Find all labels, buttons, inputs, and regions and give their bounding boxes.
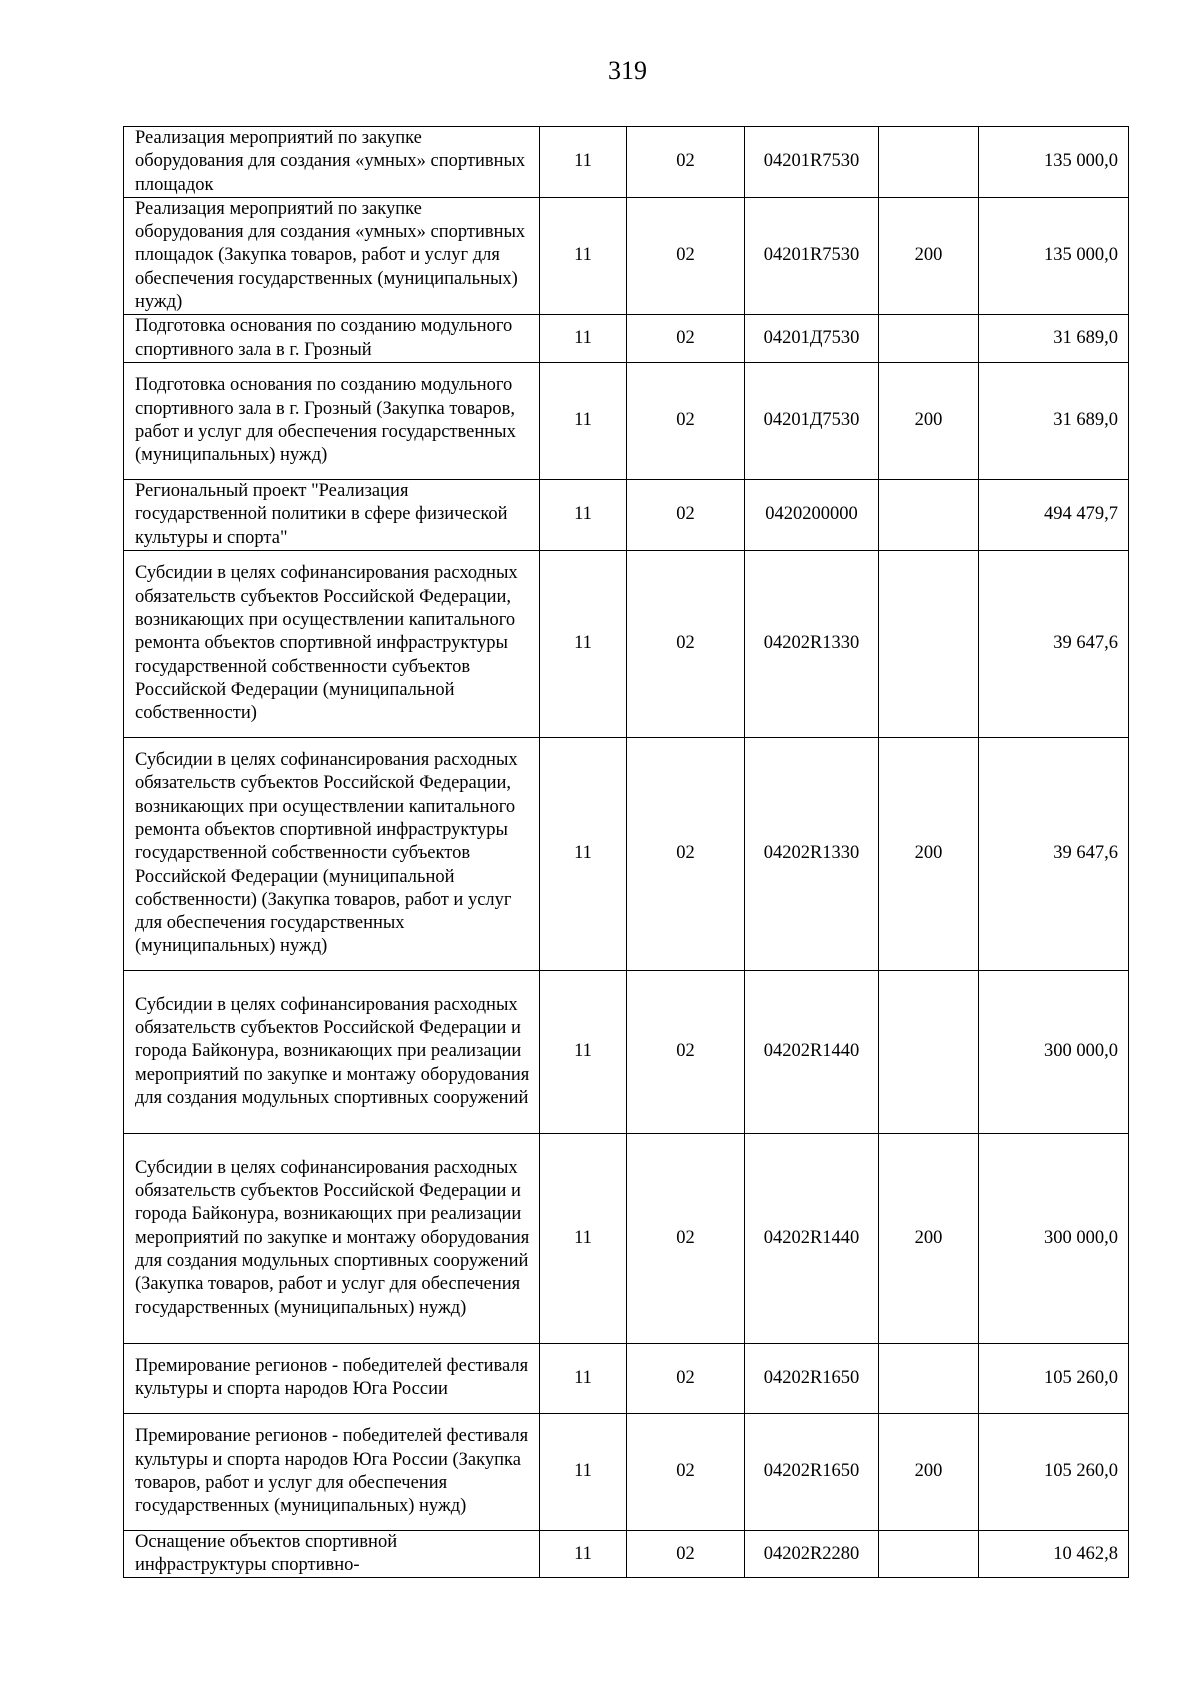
cell-name: Подготовка основания по созданию модульного спортивного зала в г. Грозный <box>124 315 540 363</box>
cell-vr <box>879 550 979 737</box>
cell-vr: 200 <box>879 1133 979 1343</box>
cell-rz: 11 <box>540 127 627 198</box>
cell-csr: 04201Д7530 <box>745 315 879 363</box>
cell-vr: 200 <box>879 1413 979 1530</box>
cell-sum: 135 000,0 <box>979 127 1129 198</box>
cell-sum: 494 479,7 <box>979 479 1129 550</box>
table-row <box>124 197 1129 314</box>
cell-rz: 11 <box>540 1413 627 1530</box>
table-row <box>124 550 1129 737</box>
cell-pr: 02 <box>627 197 745 314</box>
table-row <box>124 1530 1129 1578</box>
cell-sum: 135 000,0 <box>979 197 1129 314</box>
cell-csr: 04202R1440 <box>745 970 879 1133</box>
cell-sum: 300 000,0 <box>979 1133 1129 1343</box>
cell-sum: 39 647,6 <box>979 550 1129 737</box>
page-number: 319 <box>608 56 647 85</box>
cell-rz: 11 <box>540 362 627 479</box>
cell-sum: 105 260,0 <box>979 1343 1129 1413</box>
cell-rz: 11 <box>540 1343 627 1413</box>
cell-rz: 11 <box>540 315 627 363</box>
cell-csr: 04202R1330 <box>745 550 879 737</box>
cell-vr <box>879 1343 979 1413</box>
cell-rz: 11 <box>540 197 627 314</box>
cell-vr: 200 <box>879 197 979 314</box>
cell-pr: 02 <box>627 1133 745 1343</box>
cell-csr: 0420200000 <box>745 479 879 550</box>
cell-vr <box>879 479 979 550</box>
cell-vr: 200 <box>879 737 979 970</box>
cell-name: Субсидии в целях софинансирования расходных обязательств субъектов Российской Федерации и города Байконура, возникающих при реализации мероприятий по закупке и монтажу оборудования для создания модульных спортивных сооружений (Закупка товаров, работ и услуг для обеспечения государственных (муниципальных) нужд) <box>124 1133 540 1343</box>
cell-rz: 11 <box>540 479 627 550</box>
cell-vr <box>879 315 979 363</box>
cell-name: Оснащение объектов спортивной инфраструктуры спортивно- <box>124 1530 540 1578</box>
cell-pr: 02 <box>627 737 745 970</box>
cell-pr: 02 <box>627 550 745 737</box>
cell-sum: 39 647,6 <box>979 737 1129 970</box>
table-row <box>124 737 1129 970</box>
cell-pr: 02 <box>627 1413 745 1530</box>
cell-csr: 04202R2280 <box>745 1530 879 1578</box>
cell-sum: 31 689,0 <box>979 315 1129 363</box>
table-row <box>124 362 1129 479</box>
cell-pr: 02 <box>627 970 745 1133</box>
cell-name: Реализация мероприятий по закупке оборудования для создания «умных» спортивных площадок <box>124 127 540 198</box>
cell-name: Подготовка основания по созданию модульного спортивного зала в г. Грозный (Закупка товаров, работ и услуг для обеспечения государственных (муниципальных) нужд) <box>124 362 540 479</box>
cell-csr: 04201Д7530 <box>745 362 879 479</box>
budget-table <box>123 126 1129 1578</box>
cell-rz: 11 <box>540 1133 627 1343</box>
cell-pr: 02 <box>627 315 745 363</box>
cell-vr: 200 <box>879 362 979 479</box>
cell-rz: 11 <box>540 737 627 970</box>
cell-rz: 11 <box>540 550 627 737</box>
cell-pr: 02 <box>627 1343 745 1413</box>
cell-pr: 02 <box>627 479 745 550</box>
cell-name: Субсидии в целях софинансирования расходных обязательств субъектов Российской Федерации, возникающих при осуществлении капитального ремонта объектов спортивной инфраструктуры государственной собственности субъектов Российской Федерации (муниципальной собственности) (Закупка товаров, работ и услуг для обеспечения государственных (муниципальных) нужд) <box>124 737 540 970</box>
cell-pr: 02 <box>627 127 745 198</box>
cell-csr: 04202R1440 <box>745 1133 879 1343</box>
table-row <box>124 479 1129 550</box>
cell-rz: 11 <box>540 1530 627 1578</box>
cell-sum: 31 689,0 <box>979 362 1129 479</box>
cell-vr <box>879 1530 979 1578</box>
cell-sum: 105 260,0 <box>979 1413 1129 1530</box>
table-body <box>124 127 1129 1578</box>
cell-name: Субсидии в целях софинансирования расходных обязательств субъектов Российской Федерации и города Байконура, возникающих при реализации мероприятий по закупке и монтажу оборудования для создания модульных спортивных сооружений <box>124 970 540 1133</box>
cell-vr <box>879 127 979 198</box>
cell-vr <box>879 970 979 1133</box>
cell-sum: 300 000,0 <box>979 970 1129 1133</box>
cell-name: Субсидии в целях софинансирования расходных обязательств субъектов Российской Федерации, возникающих при осуществлении капитального ремонта объектов спортивной инфраструктуры государственной собственности субъектов Российской Федерации (муниципальной собственности) <box>124 550 540 737</box>
table-row <box>124 970 1129 1133</box>
table-row <box>124 1343 1129 1413</box>
cell-sum: 10 462,8 <box>979 1530 1129 1578</box>
cell-name: Реализация мероприятий по закупке оборудования для создания «умных» спортивных площадок (Закупка товаров, работ и услуг для обеспечения государственных (муниципальных) нужд) <box>124 197 540 314</box>
cell-name: Премирование регионов - победителей фестиваля культуры и спорта народов Юга России (Закупка товаров, работ и услуг для обеспечения государственных (муниципальных) нужд) <box>124 1413 540 1530</box>
cell-pr: 02 <box>627 362 745 479</box>
table-row <box>124 315 1129 363</box>
cell-csr: 04201R7530 <box>745 127 879 198</box>
table-row <box>124 127 1129 198</box>
cell-csr: 04202R1650 <box>745 1413 879 1530</box>
cell-name: Региональный проект "Реализация государственной политики в сфере физической культуры и спорта" <box>124 479 540 550</box>
cell-csr: 04202R1650 <box>745 1343 879 1413</box>
cell-csr: 04202R1330 <box>745 737 879 970</box>
table-row <box>124 1413 1129 1530</box>
cell-csr: 04201R7530 <box>745 197 879 314</box>
cell-name: Премирование регионов - победителей фестиваля культуры и спорта народов Юга России <box>124 1343 540 1413</box>
table-row <box>124 1133 1129 1343</box>
cell-pr: 02 <box>627 1530 745 1578</box>
cell-rz: 11 <box>540 970 627 1133</box>
